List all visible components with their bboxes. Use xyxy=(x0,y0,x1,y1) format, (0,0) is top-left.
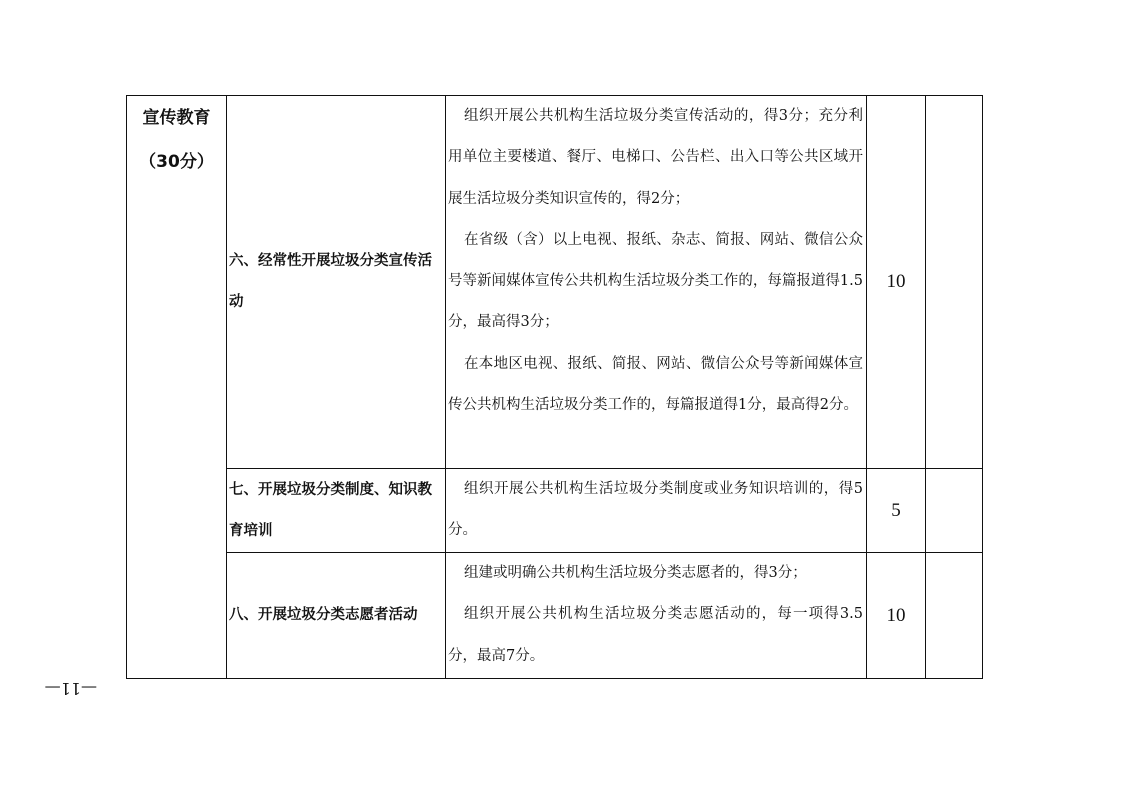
score-cell: 10 xyxy=(867,96,926,469)
score-cell: 5 xyxy=(867,469,926,553)
category-name: 宣传教育 xyxy=(142,108,211,128)
criteria-cell xyxy=(446,96,867,469)
criteria-paragraph: 组织开展公共机构生活垃圾分类宣传活动的，得3分；充分利用单位主要楼道、餐厅、电梯口、公告栏、出入口等公共区域开展生活垃圾分类知识宣传的，得2分； xyxy=(448,108,863,207)
criteria-paragraph: 组建或明确公共机构生活垃圾分类志愿者的，得3分； xyxy=(464,565,807,581)
criteria-paragraph: 在省级（含）以上电视、报纸、杂志、简报、网站、微信公众号等新闻媒体宣传公共机构生活垃圾分类工作的，每篇报道得1.5分，最高得3分； xyxy=(448,231,863,331)
category-points: （30分） xyxy=(139,152,214,172)
item-cell: 七、开展垃圾分类制度、知识教育培训 xyxy=(227,469,446,553)
scoring-table xyxy=(126,95,983,679)
criteria-cell xyxy=(446,469,867,553)
category-cell xyxy=(127,96,227,679)
criteria-cell xyxy=(446,553,867,679)
blank-cell xyxy=(926,469,983,553)
criteria-paragraph: 在本地区电视、报纸、简报、网站、微信公众号等新闻媒体宣传公共机构生活垃圾分类工作的，每篇报道得1分，最高得2分。 xyxy=(448,355,863,414)
table-row xyxy=(127,469,983,553)
score-cell: 10 xyxy=(867,553,926,679)
table-row xyxy=(127,96,983,469)
item-cell: 八、开展垃圾分类志愿者活动 xyxy=(227,553,446,679)
item-cell: 六、经常性开展垃圾分类宣传活动 xyxy=(227,96,446,469)
page-number: —11— xyxy=(44,679,98,698)
table-row xyxy=(127,553,983,679)
criteria-paragraph: 组织开展公共机构生活垃圾分类志愿活动的，每一项得3.5分，最高7分。 xyxy=(448,606,863,664)
blank-cell xyxy=(926,553,983,679)
blank-cell xyxy=(926,96,983,469)
criteria-paragraph: 组织开展公共机构生活垃圾分类制度或业务知识培训的，得5分。 xyxy=(448,481,863,539)
